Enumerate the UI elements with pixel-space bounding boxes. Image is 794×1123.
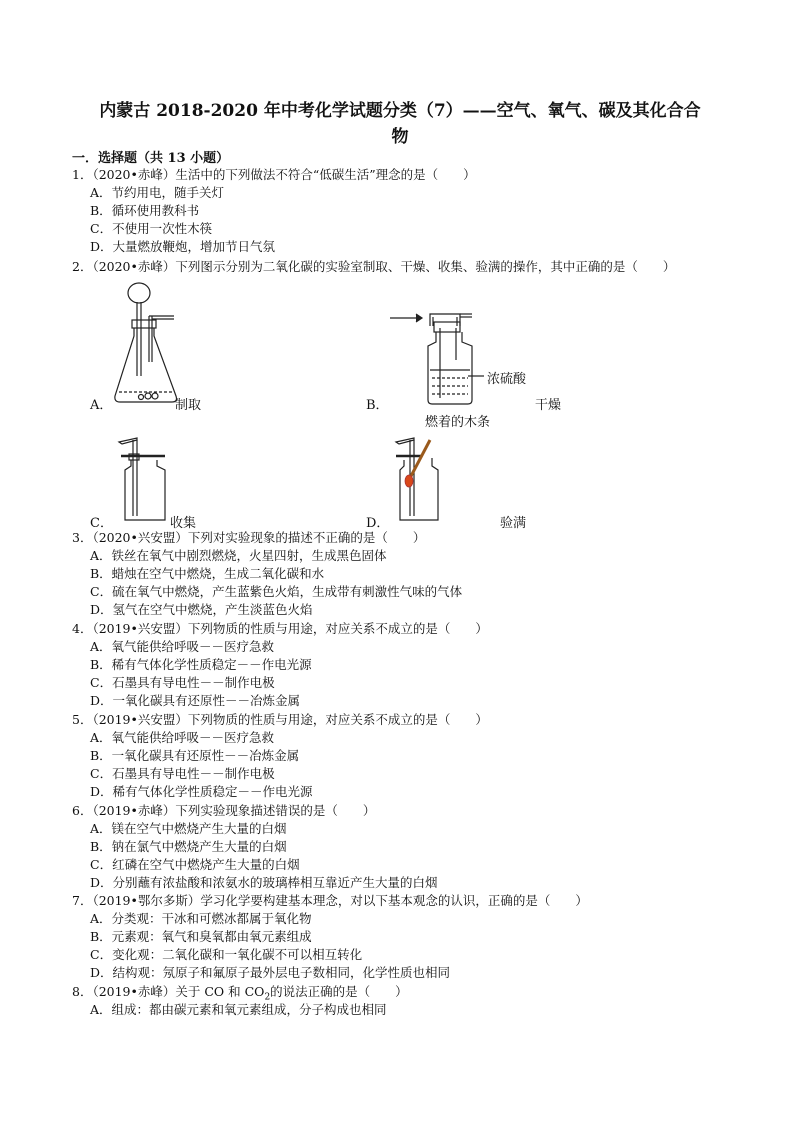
q1-option-d: D．大量燃放鞭炮，增加节日气氛 (90, 239, 276, 254)
q5-option-b: B．一氧化碳具有还原性－－冶炼金属 (90, 748, 300, 763)
section-heading: 一．选择题（共 13 小题） (72, 151, 230, 166)
q6-stem: 6．（2019•赤峰）下列实验现象描述错误的是（ ） (72, 803, 376, 818)
figure-b-label: B． (366, 398, 389, 413)
q1-option-c: C．不使用一次性木筷 (90, 221, 213, 236)
figure-c-caption: 收集 (170, 516, 197, 531)
q5-option-c: C．石墨具有导电性－－制作电极 (90, 766, 275, 781)
q3-option-d: D．氢气在空气中燃烧，产生淡蓝色火焰 (90, 602, 313, 617)
q4-option-c: C．石墨具有导电性－－制作电极 (90, 675, 275, 690)
q5-option-a: A．氧气能供给呼吸－－医疗急救 (90, 730, 275, 745)
q6-option-b: B．钠在氯气中燃烧产生大量的白烟 (90, 839, 287, 854)
q2-stem: 2．（2020•赤峰）下列图示分别为二氧化碳的实验室制取、干燥、收集、验满的操作，其中正确的是（ ） (72, 259, 676, 274)
figure-c-gas-jar (115, 436, 175, 524)
figure-b-caption: 干燥 (535, 398, 562, 413)
figure-d-caption: 验满 (500, 516, 527, 531)
figure-d-label: D． (366, 516, 390, 531)
q7-stem: 7．（2019•鄂尔多斯）学习化学要构建基本理念，对以下基本观念的认识，正确的是（ ） (72, 893, 588, 908)
q8-stem-part-a: 8．（2019•赤峰）关于 CO 和 CO (72, 984, 265, 999)
figure-a-label: A． (90, 398, 113, 413)
q7-option-d: D．结构观：氖原子和氟原子最外层电子数相同，化学性质也相同 (90, 965, 451, 980)
q7-option-b: B．元素观：氧气和臭氧都由氧元素组成 (90, 929, 312, 944)
q8-stem-part-b: 的说法正确的是（ ） (270, 984, 408, 999)
q6-option-a: A．镁在空气中燃烧产生大量的白烟 (90, 821, 287, 836)
q4-option-a: A．氧气能供给呼吸－－医疗急救 (90, 639, 275, 654)
q1-stem: 1．（2020•赤峰）生活中的下列做法不符合“低碳生活”理念的是（ ） (72, 167, 476, 182)
figure-a-conical-flask (110, 280, 190, 410)
figure-b-wash-bottle (390, 308, 490, 408)
q7-option-c: C．变化观：二氧化碳和一氧化碳不可以相互转化 (90, 947, 363, 962)
figure-d-gas-jar-burning-stick (392, 436, 452, 524)
title-line-1: 内蒙古 2018-2020 年中考化学试题分类（7）——空气、氧气、碳及其化合合 (99, 101, 701, 121)
title-line-2: 物 (391, 127, 409, 147)
q6-option-d: D．分别蘸有浓盐酸和浓氨水的玻璃棒相互靠近产生大量的白烟 (90, 875, 438, 890)
figure-c-label: C． (90, 516, 113, 531)
q4-option-d: D．一氧化碳具有还原性－－冶炼金属 (90, 693, 301, 708)
q3-option-b: B．蜡烛在空气中燃烧，生成二氧化碳和水 (90, 566, 325, 581)
q4-stem: 4．（2019•兴安盟）下列物质的性质与用途，对应关系不成立的是（ ） (72, 621, 488, 636)
q8-option-a: A．组成：都由碳元素和氧元素组成，分子构成也相同 (90, 1002, 387, 1017)
figure-b-acid-label: 浓硫酸 (487, 372, 527, 387)
q1-option-a: A．节约用电，随手关灯 (90, 185, 225, 200)
q3-stem: 3．（2020•兴安盟）下列对实验现象的描述不正确的是（ ） (72, 530, 426, 545)
q7-option-a: A．分类观：干冰和可燃冰都属于氧化物 (90, 911, 312, 926)
q8-stem-subscript: 2 (264, 992, 271, 1003)
q3-option-c: C．硫在氧气中燃烧，产生蓝紫色火焰，生成带有刺激性气味的气体 (90, 584, 463, 599)
q3-option-a: A．铁丝在氧气中剧烈燃烧，火星四射，生成黑色固体 (90, 548, 387, 563)
page-title (60, 98, 740, 150)
q5-option-d: D．稀有气体化学性质稳定－－作电光源 (90, 784, 313, 799)
figure-a-caption: 制取 (175, 398, 202, 413)
q6-option-c: C．红磷在空气中燃烧产生大量的白烟 (90, 857, 300, 872)
q5-stem: 5．（2019•兴安盟）下列物质的性质与用途，对应关系不成立的是（ ） (72, 712, 488, 727)
q1-option-b: B．循环使用教科书 (90, 203, 200, 218)
q4-option-b: B．稀有气体化学性质稳定－－作电光源 (90, 657, 312, 672)
figure-d-stick-label: 燃着的木条 (425, 415, 491, 430)
